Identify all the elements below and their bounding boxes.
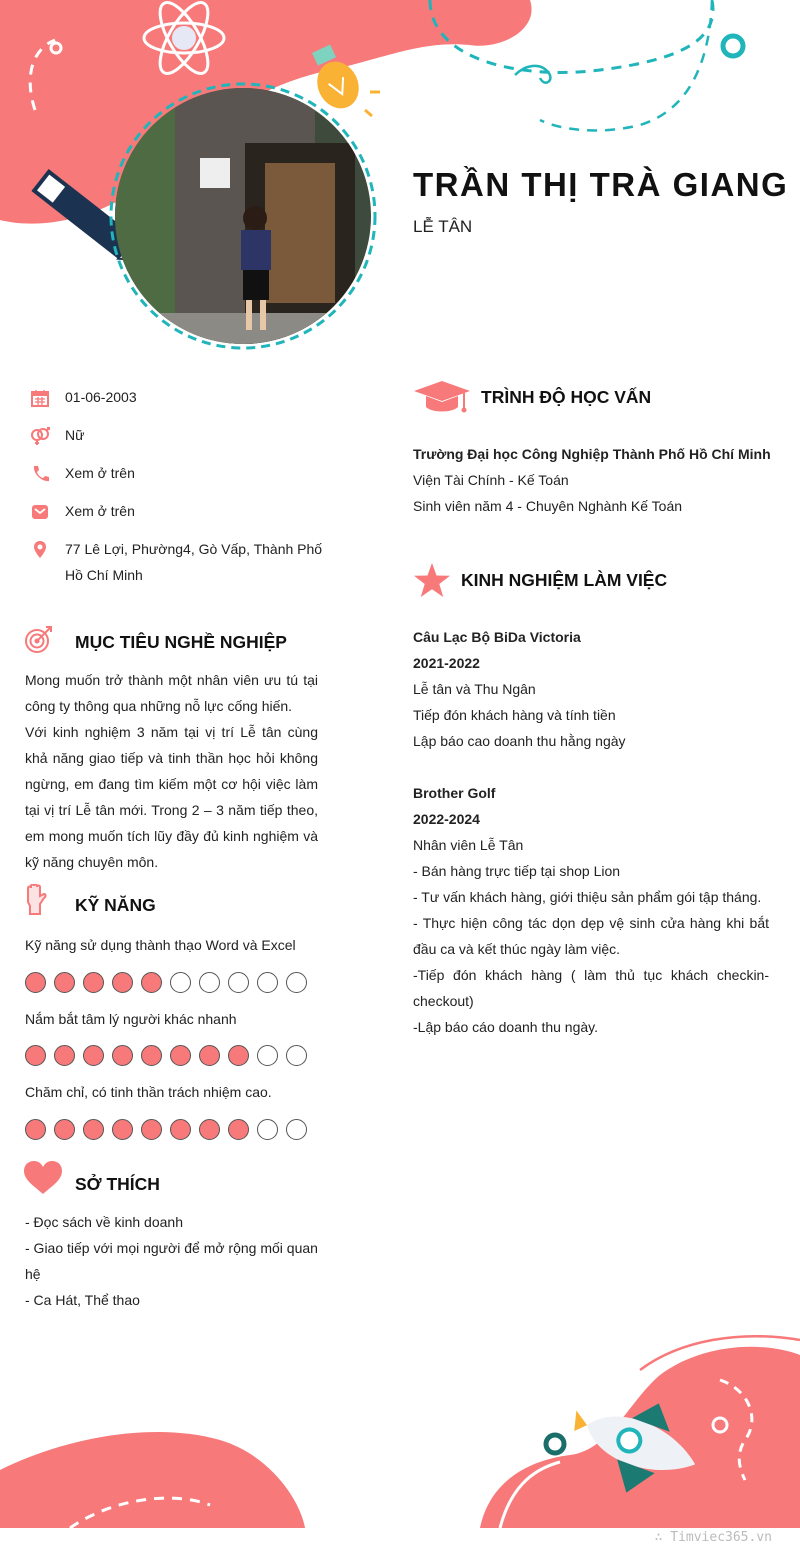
job-line: - Tư vấn khách hàng, giới thiệu sản phẩm gói tập tháng. [413,889,762,905]
birthday-text: 01-06-2003 [65,389,137,405]
rating-dot-empty [257,1119,278,1140]
rating-dot-filled [199,1045,220,1066]
rating-dot-filled [83,1045,104,1066]
hobbies-list [25,1209,318,1313]
skill-rating-2 [25,1045,315,1067]
profile-photo [115,88,371,344]
rating-dot-empty [286,1045,307,1066]
job-line: - Thực hiện công tác dọn dẹp vệ sinh cửa hàng khi bắt đầu ca và kết thúc ngày làm việc. [413,915,769,957]
experience-title: KINH NGHIỆM LÀM VIỆC [461,570,668,590]
rating-dot-empty [199,972,220,993]
hobby-item: - Ca Hát, Thể thao [25,1292,140,1308]
rating-dot-empty [257,972,278,993]
education-details [413,441,783,519]
target-icon [24,624,54,654]
calendar-icon [30,388,50,408]
rating-dot-filled [199,1119,220,1140]
rating-dot-filled [25,972,46,993]
address-text: 77 Lê Lợi, Phường4, Gò Vấp, Thành Phố Hồ Chí Minh [65,541,323,583]
email-text: Xem ở trên [65,503,135,519]
skills-title: KỸ NĂNG [75,895,156,915]
rating-dot-filled [83,972,104,993]
mail-icon [30,502,50,522]
job-line: -Lập báo cáo doanh thu ngày. [413,1019,599,1035]
objective-paragraph-1: Mong muốn trở thành một nhân viên ưu tú tại công ty thông qua những nỗ lực cống hiến. [25,672,318,714]
objective-paragraph-2: Với kinh nghiệm 3 năm tại vị trí Lễ tân cùng khả năng giao tiếp và tinh thần học hỏi không ngừng, em đang tìm kiếm một cơ hội việc làm tại vị trí Lễ tân mới. Trong 2 – 3 năm tiếp theo, em mong muốn tích lũy đầy đủ kinh nghiệm và kỹ năng chuyên môn. [25,724,318,870]
star-icon [414,563,450,597]
bottom-left-blob [0,1432,305,1528]
small-ring-bottom [546,1435,564,1453]
hobby-item: - Đọc sách về kinh doanh [25,1214,183,1230]
gender-text: Nữ [65,427,85,443]
phone-icon [30,464,50,484]
heart-icon [24,1161,62,1195]
skill-label-2: Nắm bắt tâm lý người khác nhanh [25,1011,237,1027]
dashed-curve-right [540,0,712,130]
rating-dot-filled [54,972,75,993]
rating-dot-filled [141,1119,162,1140]
rating-dot-filled [141,972,162,993]
candidate-name: TRẦN THỊ TRÀ GIANG [413,166,789,203]
squiggle [515,66,550,83]
rating-dot-filled [54,1119,75,1140]
job-period: 2021-2022 [413,655,480,671]
watermark: ∴ Timviec365.vn [654,1530,772,1545]
company-name: Câu Lạc Bộ BiDa Victoria [413,629,581,645]
rating-dot-filled [112,972,133,993]
skill-label-3: Chăm chỉ, có tinh thần trách nhiệm cao. [25,1084,272,1100]
rating-dot-filled [228,1119,249,1140]
rating-dot-filled [141,1045,162,1066]
job-line: -Tiếp đón khách hàng ( làm thủ tục khách checkin-checkout) [413,967,769,1009]
rating-dot-filled [228,1045,249,1066]
education-detail: Sinh viên năm 4 - Chuyên Nghành Kế Toán [413,498,683,514]
job-line: Nhân viên Lễ Tân [413,837,524,853]
company-name: Brother Golf [413,785,496,801]
location-pin-icon [30,540,50,560]
rating-dot-empty [286,972,307,993]
rating-dot-filled [83,1119,104,1140]
rating-dot-filled [112,1045,133,1066]
faculty: Viện Tài Chính - Kế Toán [413,472,569,488]
rating-dot-filled [25,1045,46,1066]
rating-dot-empty [257,1045,278,1066]
job-title: LỄ TÂN [413,217,473,236]
rating-dot-filled [54,1045,75,1066]
job-line: - Bán hàng trực tiếp tại shop Lion [413,863,621,879]
experience-item-1 [413,624,769,754]
job-line: Lập báo cao doanh thu hằng ngày [413,733,626,749]
job-line: Lễ tân và Thu Ngân [413,681,536,697]
job-line: Tiếp đón khách hàng và tính tiền [413,707,616,723]
job-period: 2022-2024 [413,811,480,827]
gender-icon [30,426,50,446]
rating-dot-filled [112,1119,133,1140]
raised-fist-icon [24,884,48,916]
school-name: Trường Đại học Công Nghiệp Thành Phố Hồ Chí Minh [413,446,771,462]
skill-label-1: Kỹ năng sử dụng thành thạo Word và Excel [25,937,296,953]
rating-dot-empty [286,1119,307,1140]
rating-dot-empty [228,972,249,993]
rating-dot-filled [25,1119,46,1140]
experience-item-2 [413,780,769,1040]
skill-rating-3 [25,1119,315,1141]
objective-title: MỤC TIÊU NGHỀ NGHIỆP [75,632,287,652]
small-ring-icon [723,36,743,56]
objective-text [25,667,318,875]
rating-dot-filled [170,1045,191,1066]
graduation-cap-icon [414,381,470,415]
skill-rating-1 [25,972,315,994]
rating-dot-filled [170,1119,191,1140]
phone-text: Xem ở trên [65,465,135,481]
hobbies-title: SỞ THÍCH [75,1174,160,1194]
rating-dot-empty [170,972,191,993]
education-title: TRÌNH ĐỘ HỌC VẤN [481,387,652,407]
hobby-item: - Giao tiếp với mọi người để mở rộng mối quan hệ [25,1240,318,1282]
